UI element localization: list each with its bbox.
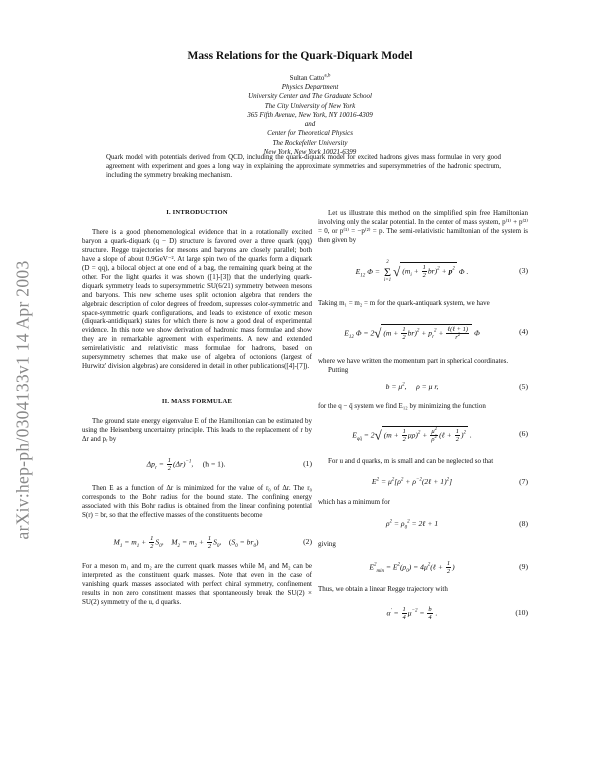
right-paragraph-2: Taking m₁ = m₂ = m for the quark-antiquark system, we have [318, 298, 490, 307]
equation-8-body: $\rho^2 = \rho_0^2$ = 2ℓ + 1 [385, 519, 439, 531]
mass-paragraph-2: Then E as a function of Δr is minimized for the value of r₀ of Δr. The r₀ corresponds to the Bohr radius for the bound state. The confining energy associated with this Bohr radius is obtained from the linear confining potential S(r) = br, so that the effective masses of the constituents become [82, 484, 312, 519]
right-paragraph-3: where we have written the momentum part in spherical coordinates. [318, 356, 509, 365]
equation-7 [318, 475, 528, 491]
right-paragraph-4: for the q − q̄ system we find E₁₂ by minimizing the function [318, 401, 486, 410]
equation-3-number: (3) [519, 266, 528, 276]
mass-paragraph-3: For a meson m₁ and m₂ are the current quark masses while M₁ and M₂ can be interpreted as the constituent quark masses. Note that even in the case of vanishing quark masses associated with perfect chiral symmetry, confinement results in non zero constituent masses that spontaneously break the SU(2) × SU(2) symmetry of the u, d quarks. [82, 561, 312, 606]
affiliation-line: Physics Department [281, 83, 339, 91]
equation-1-body: $\Delta p_r$ = $\frac{1}{2}$ $(\Delta r)^{-1}$, (ħ = 1). [146, 456, 226, 472]
equation-10-body: α′ = $\frac{1}{4}$ $\mu^{-2}$ = $\frac{b}{4}$ . [386, 605, 438, 621]
author-line [150, 74, 470, 83]
equation-6-body: $E_{qq̄} = 2√$ (m + $\frac{1}{2}$ μρ)$^2$ + $\frac{\mu^2}{\rho^2}$ (ℓ + $\frac{1}{2}$ )$^2$ . [352, 426, 472, 444]
intro-paragraph: There is a good phenomenological evidence that in a rotationally excited baryon a quark-diquark (q − D) structure is favored over a three quark (qqq) structure. Regge trajectories for mesons and baryons are closely parallel; both have a slope of about 0.9GeV⁻². At large spin two of the quarks form a diquark (D = qq), a bilocal object at one end of a bag, the remaining quark being at the other. For the light quarks it was shown ([1]-[3]) that the underlying quark-diquark symmetry leads to supersymmetric SU(6/21) symmetry between mesons and baryons. This new scheme uses split octonion algebra that renders the algebraic description of color degrees of freedom, supresses color-symmetric and space-symmetric quark configurations, and leads to existence of exotic meson (diquark-antidiquark) states for which there is now a good deal of experimental evidence. In this note we show derivation of hadronic mass formulae and show they are in remarkable agreement with experiments. A new and extended semirelativistic and relativistic mass formulae for hadrons, based on supersymmetry schemes that make use of algebra of octonions (largest of Hurwitz' division algebras) are considered in detail in other publications([4]-[7]). [82, 227, 312, 371]
right-paragraph-6: which has a minimum for [318, 497, 390, 506]
equation-9-body: $E^2_{min} = E^2(\rho_0)$ = $4\mu^2(\ell$ + $\frac{1}{2}$ ) [369, 559, 455, 575]
left-column [82, 209, 312, 607]
affiliation-line: The Rockefeller University [272, 138, 348, 147]
equation-8-number: (8) [519, 519, 528, 529]
right-column [318, 209, 528, 624]
section-heading-mass-formulae: II. MASS FORMULAE [161, 398, 233, 406]
equation-3 [318, 255, 528, 289]
equation-5-number: (5) [519, 382, 528, 392]
equation-3-body: $E_{12}$ Φ = 2 Σ i=1 √ ($m_i$ + $\frac{1}{2}$ $br)^2 + p^2$ Φ . [355, 259, 469, 283]
affiliation-line: University Center and The Graduate School [248, 92, 372, 101]
right-paragraph-1: Let us illustrate this method on the simplified spin free Hamiltonian involving only the scalar potential. In the center of mass system, p⁽¹⁾ + p⁽²⁾ = 0, or p⁽¹⁾ = −p⁽²⁾ = p. The semi-relativistic hamiltonian of the system is then given by [318, 209, 528, 244]
equation-9 [318, 557, 528, 577]
mass-paragraph-1: The ground state energy eigenvalue E of the Hamiltonian can be estimated by using the Heisenberg uncertainty principle. This leads to the replacement of r by Δr and pᵣ by [82, 417, 312, 444]
equation-1 [82, 454, 312, 474]
equation-2-number: (2) [303, 537, 312, 547]
equation-5 [318, 380, 528, 396]
paper-title: Mass Relations for the Quark-Diquark Model [187, 50, 413, 62]
section-heading-introduction: I. INTRODUCTION [166, 209, 228, 216]
right-putting: Putting [328, 365, 349, 374]
equation-4 [318, 318, 528, 348]
equation-4-body: $E_{12}$ Φ = 2√ (m + $\frac{1}{2}$ $br)^2 + p_r^2$ + $\frac{\text{ℓ(ℓ + 1)}}{r^2}$ Φ [344, 325, 480, 342]
equation-2-body: $M_1 = m_1$ + $\frac{1}{2}$ $S_0$, $M_2 = m_2$ + $\frac{1}{2}$ $S_0$, $(S_0 = br_0)$ [113, 535, 259, 551]
affiliation-line: The City University of New York [264, 101, 356, 110]
equation-8 [318, 517, 528, 533]
abstract: Quark model with potentials derived from QCD, including the quark-diquark model for excited hadrons gives mass formulae in very good agreement with experiment and goes a long way in explaining the approximate symmetries and supersymmetries of the hadronic spectrum, including the symmetry breaking mechanism. [106, 154, 501, 179]
equation-9-number: (9) [519, 562, 528, 571]
equation-5-body: $b = \mu^2$, ρ = μ r, [385, 382, 439, 392]
equation-7-body: $E^2 = \mu^2[\rho^2$ + $\rho^{-2}(2\ell + 1)^2$] [371, 477, 453, 487]
right-paragraph-8: Thus, we obtain a linear Regge trajectory with [318, 585, 448, 594]
equation-6 [318, 421, 528, 449]
arxiv-side-stamp [8, 200, 38, 600]
affiliations [150, 83, 470, 157]
affiliation-line: and [304, 120, 316, 129]
equation-10 [318, 602, 528, 624]
affiliation-line: 365 Fifth Avenue, New York, NY 10016-4309 [247, 110, 373, 119]
author-name: Sultan Catto [289, 74, 325, 82]
right-paragraph-7: giving [318, 539, 336, 548]
equation-6-number: (6) [519, 429, 528, 439]
equation-1-number: (1) [303, 458, 312, 468]
equation-4-number: (4) [519, 327, 528, 337]
equation-7-number: (7) [519, 477, 528, 487]
affiliation-line: Center for Theoretical Physics [267, 129, 353, 138]
affiliation-line: New York, New York 10021-6399 [263, 148, 357, 157]
right-paragraph-5: For u and d quarks, m is small and can be neglected so that [328, 456, 494, 465]
author-sup: a,b [324, 73, 331, 79]
arxiv-id: arXiv:hep-ph/0304133v1 14 Apr 2003 [12, 260, 33, 540]
equation-2 [82, 532, 312, 554]
equation-10-number: (10) [515, 607, 528, 617]
